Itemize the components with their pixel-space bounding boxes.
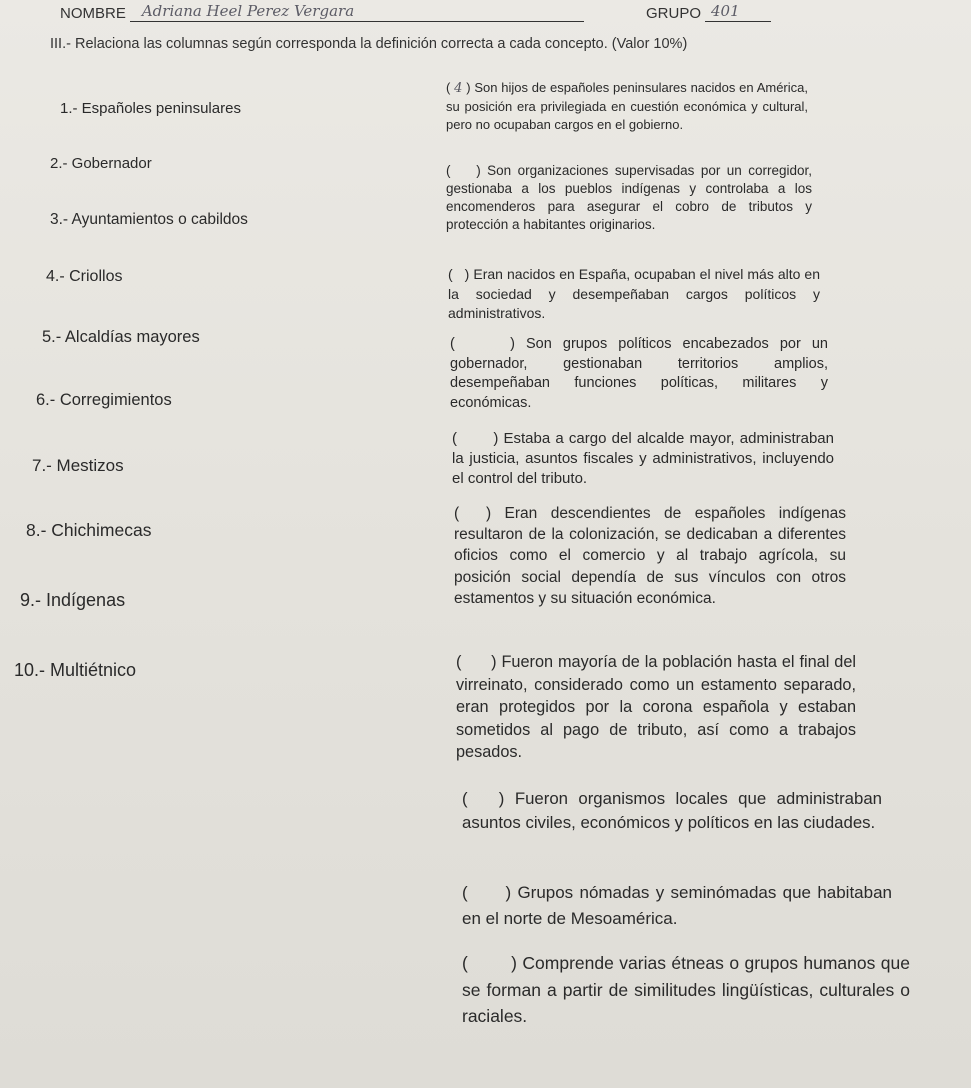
definition-10: ( ) Comprende varias étneas o grupos humanos que se forman a partir de similitudes lingüísticas, culturales o raciales. [462,953,910,1026]
definition-8-text: Fueron organismos locales que administraban asuntos civiles, económicos y políticos en las ciudades. [462,789,882,832]
nombre-handwriting: Adriana Heel Perez Vergara [141,2,355,20]
definition-1-text: Son hijos de españoles peninsulares nacidos en América, su posición era privilegiada en cuestión económica y cultural, pero no ocupaban cargos en el gobierno. [446,80,808,132]
definition-7: ( ) Fueron mayoría de la población hasta el final del virreinato, considerado como un estamento separado, eran protegidos por la corona española y estaban sometidos al pago de tributo, así como a trabajos pesados. [456,653,857,761]
concept-6: 6.- Corregimientos [36,391,172,409]
concept-9: 9.- Indígenas [20,590,126,610]
concept-10: 10.- Multiétnico [14,660,137,680]
answer-1: 4 [454,81,463,96]
definition-8: ( ) Fueron organismos locales que administraban asuntos civiles, económicos y políticos en las ciudades. [462,789,882,832]
concept-3: 3.- Ayuntamientos o cabildos [50,211,248,228]
concept-8: 8.- Chichimecas [26,520,152,540]
definition-5: ( ) Estaba a cargo del alcalde mayor, administraban la justicia, asuntos fiscales y administrativos, incluyendo el control del tributo. [452,430,834,487]
concept-5: 5.- Alcaldías mayores [42,328,200,346]
definition-4: ( ) Son grupos políticos encabezados por un gobernador, gestionaban territorios amplios, desempeñaban funciones políticas, militares y económicas. [450,336,828,411]
definition-3: ( ) Eran nacidos en España, ocupaban el nivel más alto en la sociedad y desempeñaban cargos políticos y administrativos. [448,266,820,321]
grupo-line [705,2,771,22]
concept-1: 1.- Españoles peninsulares [60,100,241,117]
definition-6-text: Eran descendientes de españoles indígenas resultaron de la colonización, se dedicaban a diferentes oficios como el comercio y al trabajo agrícola, su posición social dependía de sus vínculos con otros estamentos y su situación económica. [454,505,846,607]
definition-2-text: Son organizaciones supervisadas por un corregidor, gestionaba a los pueblos indígenas y controlaba a los encomenderos para asegurar el cobro de tributos y protección a habitantes originarios. [446,163,812,232]
nombre-row [60,2,584,22]
definition-2: ( ) Son organizaciones supervisadas por un corregidor, gestionaba a los pueblos indígenas y controlaba a los encomenderos para asegurar el cobro de tributos y protección a habitantes originarios. [446,163,812,232]
instructions: III.- Relaciona las columnas según corresponda la definición correcta a cada concepto. (Valor 10%) [50,36,688,52]
definition-9: ( ) Grupos nómadas y seminómadas que habitaban en el norte de Mesoamérica. [462,883,892,928]
nombre-line [130,2,584,22]
definition-3-text: Eran nacidos en España, ocupaban el nivel más alto en la sociedad y desempeñaban cargos políticos y administrativos. [448,266,820,321]
definition-7-text: Fueron mayoría de la población hasta el final del virreinato, considerado como un estamento separado, eran protegidos por la corona española y estaban sometidos al pago de tributo, así como a trabajos pesados. [456,653,857,761]
grupo-label: GRUPO [646,5,702,22]
definition-9-text: Grupos nómadas y seminómadas que habitaban en el norte de Mesoamérica. [462,883,892,928]
grupo-handwriting: 401 [711,2,740,20]
concept-2: 2.- Gobernador [50,155,152,172]
concept-7: 7.- Mestizos [32,456,124,475]
nombre-label: NOMBRE [60,5,126,22]
definition-10-text: Comprende varias étneas o grupos humanos que se forman a partir de similitudes lingüísticas, culturales o raciales. [462,953,910,1026]
definition-4-text: Son grupos políticos encabezados por un gobernador, gestionaban territorios amplios, desempeñaban funciones políticas, militares y económicas. [450,336,828,411]
grupo-row [646,2,771,22]
definition-5-text: Estaba a cargo del alcalde mayor, administraban la justicia, asuntos fiscales y administrativos, incluyendo el control del tributo. [452,430,834,487]
definition-1: ( 4 ) Son hijos de españoles peninsulares nacidos en América, su posición era privilegiada en cuestión económica y cultural, pero no ocupaban cargos en el gobierno. [446,80,808,132]
definition-6: ( ) Eran descendientes de españoles indígenas resultaron de la colonización, se dedicaban a diferentes oficios como el comercio y al trabajo agrícola, su posición social dependía de sus vínculos con otros estamentos y su situación económica. [454,505,846,607]
concept-4: 4.- Criollos [46,268,123,285]
